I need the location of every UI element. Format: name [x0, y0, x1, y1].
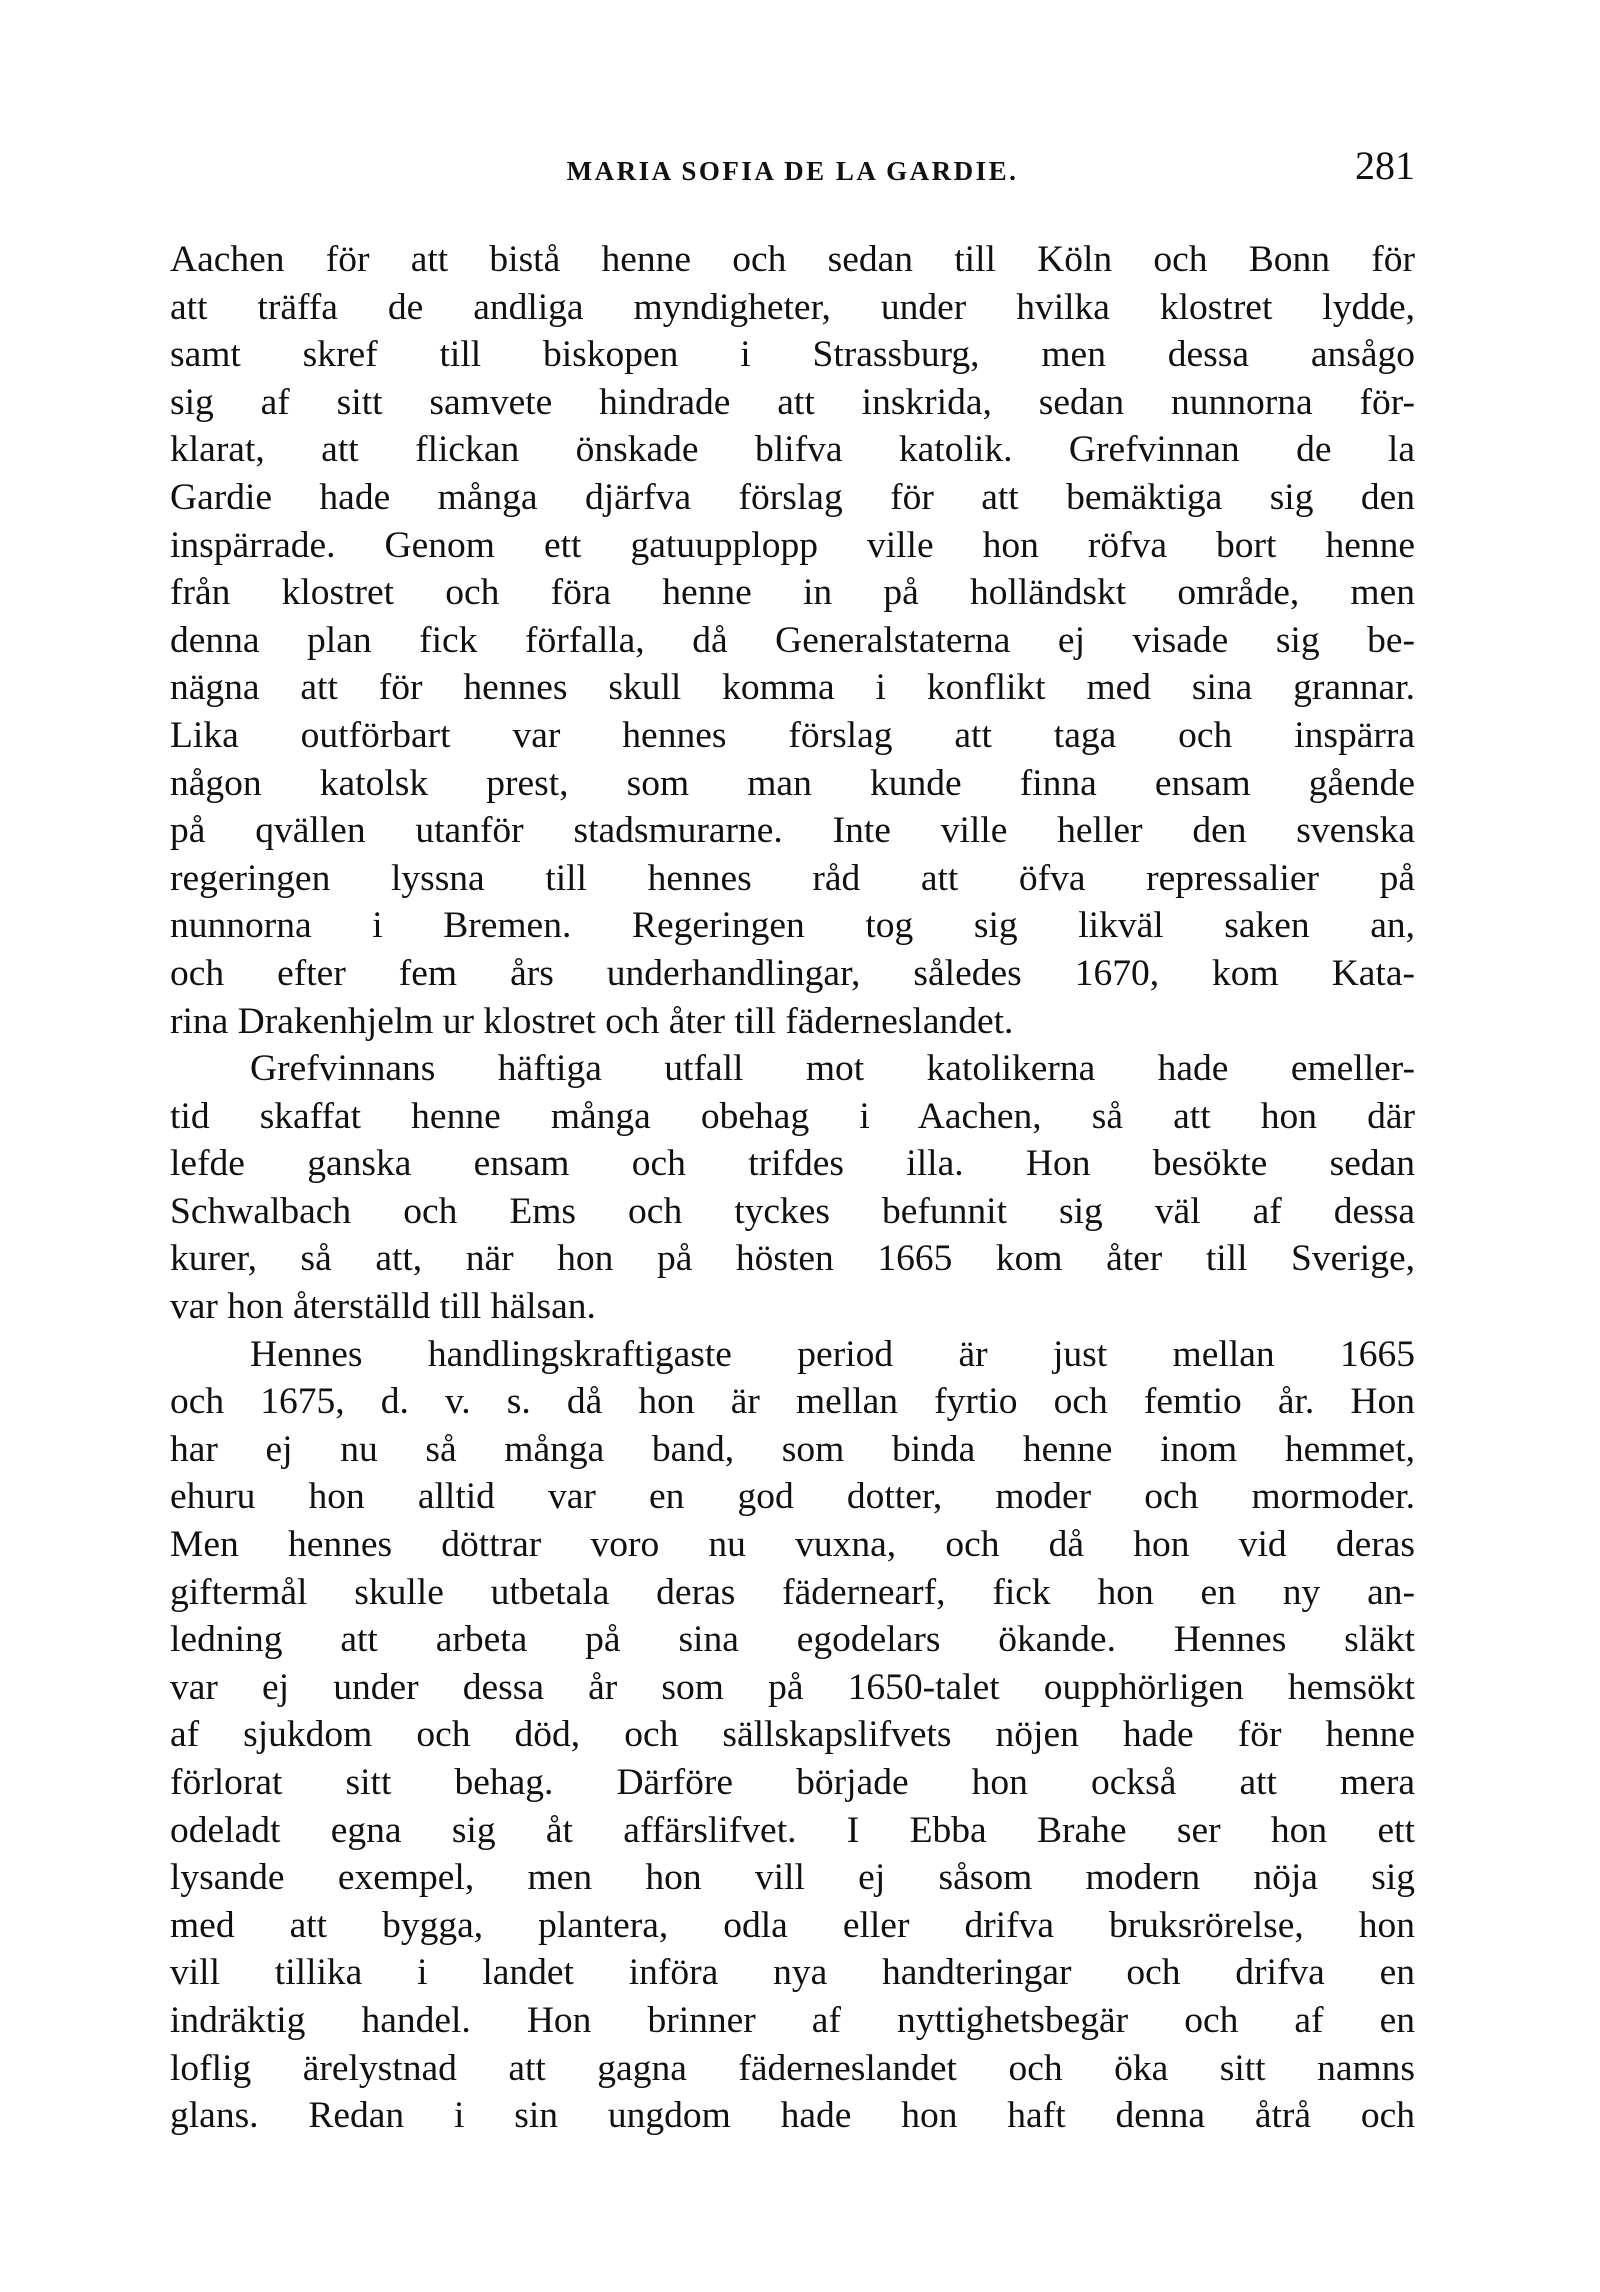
text-line: odeladt egna sig åt affärslifvet. I Ebba Brahe ser hon ett [170, 1809, 1415, 1851]
text-line: Men hennes döttrar voro nu vuxna, och då hon vid deras [170, 1524, 1415, 1566]
text-line: och efter fem års underhandlingar, således 1670, kom Kata- [170, 952, 1415, 994]
text-line: har ej nu så många band, som binda henne inom hemmet, [170, 1428, 1415, 1470]
text-line: att träffa de andliga myndigheter, under hvilka klostret lydde, [170, 286, 1415, 328]
text-line: giftermål skulle utbetala deras fädernearf, fick hon en ny an- [170, 1571, 1415, 1613]
text-line: Hennes handlingskraftigaste period är just mellan 1665 [250, 1333, 1415, 1375]
text-line: var ej under dessa år som på 1650-talet oupphörligen hemsökt [170, 1666, 1415, 1708]
running-title: MARIA SOFIA DE LA GARDIE. [566, 156, 1019, 186]
text-line: klarat, att flickan önskade blifva katolik. Grefvinnan de la [170, 429, 1415, 471]
text-line: någon katolsk prest, som man kunde finna ensam gående [170, 762, 1415, 804]
text-line: rina Drakenhjelm ur klostret och åter till fäderneslandet. [170, 1000, 1014, 1042]
text-line: nägna att för hennes skull komma i konflikt med sina grannar. [170, 667, 1415, 709]
text-line: förlorat sitt behag. Därföre började hon också att mera [170, 1762, 1415, 1803]
text-line: tid skaffat henne många obehag i Aachen, så att hon där [170, 1095, 1415, 1137]
text-line: med att bygga, plantera, odla eller drifva bruksrörelse, hon [170, 1904, 1415, 1946]
text-line: lysande exempel, men hon vill ej såsom modern nöja sig [170, 1857, 1415, 1899]
text-line: Grefvinnans häftiga utfall mot katolikerna hade emeller- [250, 1048, 1415, 1090]
text-line: nunnorna i Bremen. Regeringen tog sig likväl saken an, [170, 905, 1415, 947]
text-line: Gardie hade många djärfva förslag för att bemäktiga sig den [170, 476, 1415, 518]
text-line: vill tillika i landet införa nya handteringar och drifva en [170, 1952, 1415, 1994]
text-line: inspärrade. Genom ett gatuupplopp ville hon röfva bort henne [170, 524, 1415, 566]
text-line: sig af sitt samvete hindrade att inskrida, sedan nunnorna för- [170, 381, 1415, 423]
text-line: indräktig handel. Hon brinner af nyttighetsbegär och af en [170, 1999, 1415, 2041]
text-line: loflig ärelystnad att gagna fäderneslandet och öka sitt namns [170, 2047, 1415, 2089]
text-line: regeringen lyssna till hennes råd att öfva repressalier på [170, 857, 1415, 899]
body-text [170, 236, 1415, 2140]
text-line: och 1675, d. v. s. då hon är mellan fyrtio och femtio år. Hon [170, 1381, 1415, 1423]
text-line: kurer, så att, när hon på hösten 1665 kom åter till Sverige, [170, 1238, 1415, 1280]
text-line: af sjukdom och död, och sällskapslifvets nöjen hade för henne [170, 1714, 1415, 1756]
text-line: samt skref till biskopen i Strassburg, men dessa ansågo [170, 334, 1415, 376]
text-line: var hon återställd till hälsan. [170, 1286, 596, 1328]
page-number: 281 [1355, 143, 1415, 188]
text-line: glans. Redan i sin ungdom hade hon haft denna åtrå och [170, 2095, 1415, 2137]
text-line: denna plan fick förfalla, då Generalstaterna ej visade sig be- [170, 619, 1415, 661]
text-line: på qvällen utanför stadsmurarne. Inte ville heller den svenska [170, 810, 1415, 852]
text-line: från klostret och föra henne in på holländskt område, men [170, 572, 1415, 614]
text-line: Schwalbach och Ems och tyckes befunnit sig väl af dessa [170, 1190, 1415, 1232]
text-line: ehuru hon alltid var en god dotter, moder och mormoder. [170, 1476, 1415, 1518]
running-head [170, 143, 1415, 200]
text-line: Lika outförbart var hennes förslag att taga och inspärra [170, 714, 1415, 756]
text-line: lefde ganska ensam och trifdes illa. Hon besökte sedan [170, 1143, 1415, 1185]
text-line: ledning att arbeta på sina egodelars ökande. Hennes släkt [170, 1619, 1415, 1661]
text-line: Aachen för att bistå henne och sedan till Köln och Bonn för [170, 239, 1415, 280]
